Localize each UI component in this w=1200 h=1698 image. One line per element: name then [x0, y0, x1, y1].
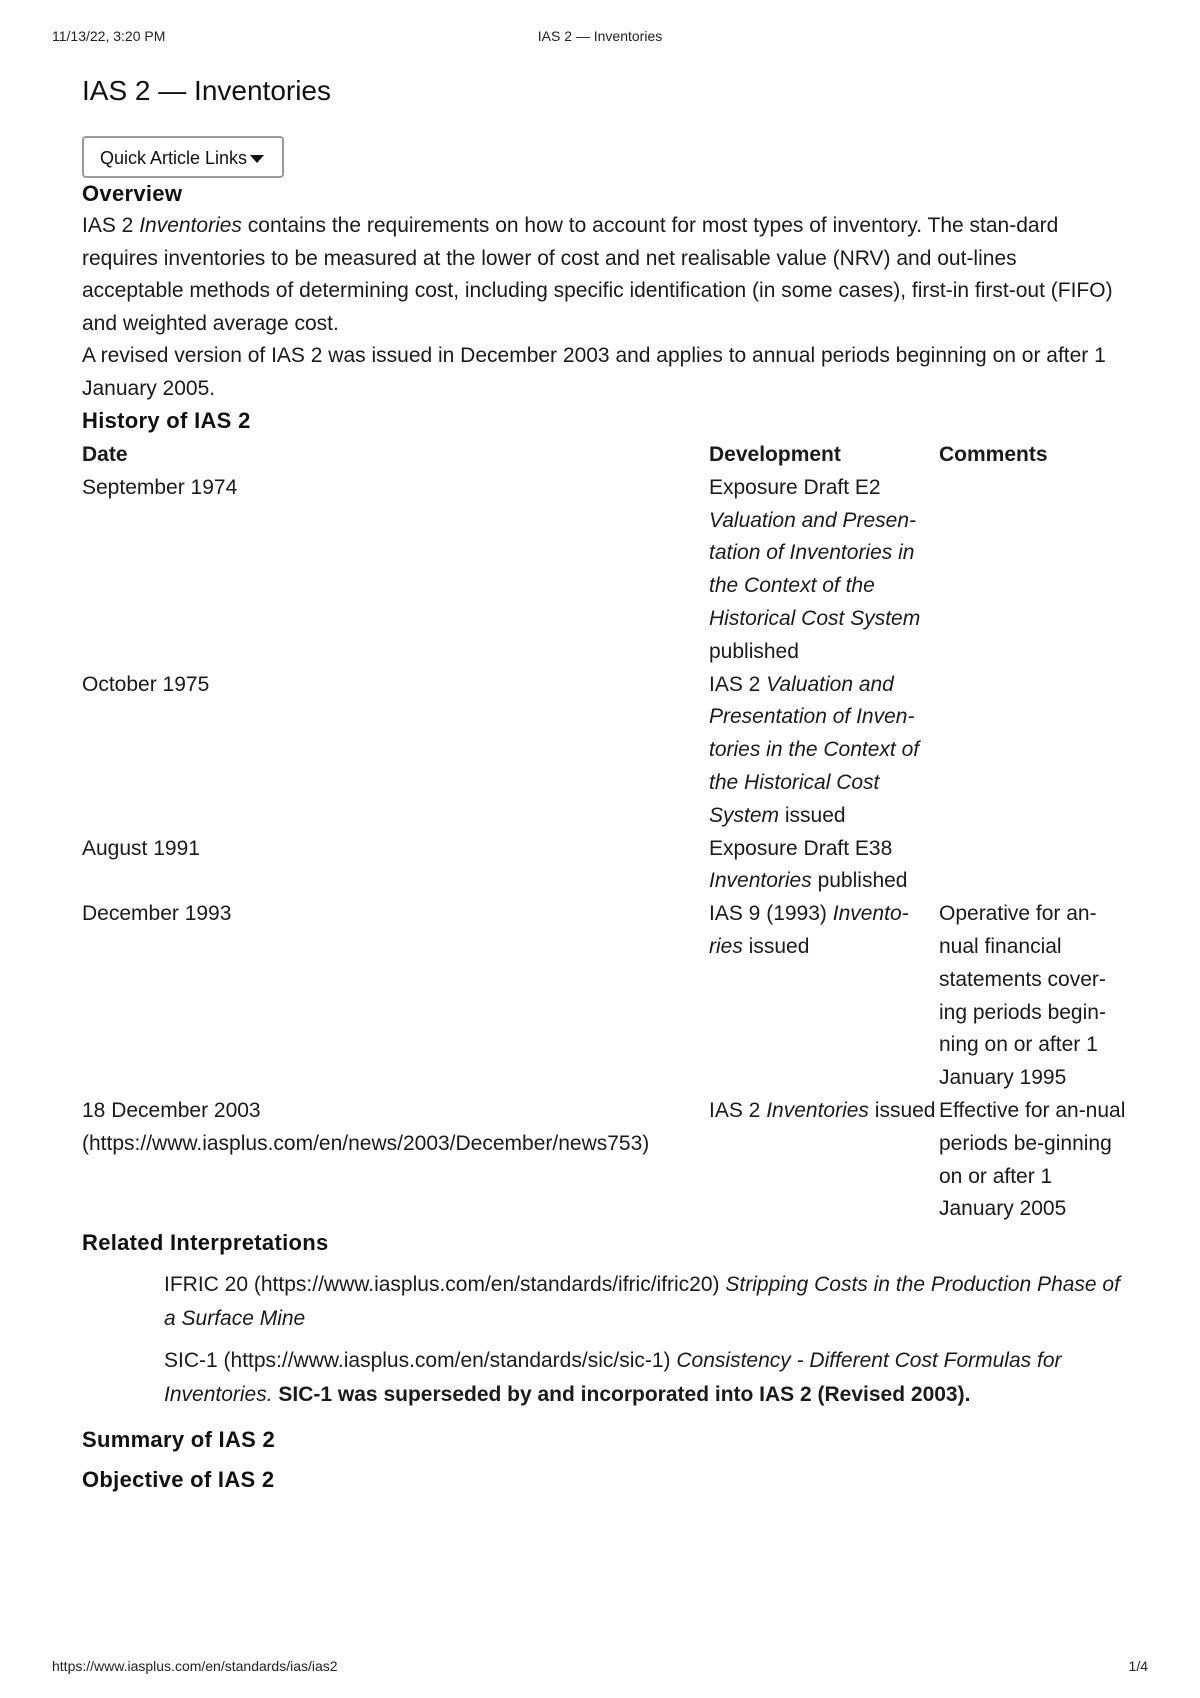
- dev-prefix: IAS 9 (1993): [709, 902, 833, 926]
- cell-comment: Effective for an-nual periods be-ginning on or after 1 January 2005: [939, 1098, 1126, 1221]
- column-header-comments: Comments: [939, 443, 1048, 466]
- dev-suffix: published: [709, 639, 799, 663]
- table-row: [82, 1095, 1132, 1226]
- history-table: [82, 439, 1132, 1226]
- dev-title: Valuation and Presentation of Inven-tories in the Context of the Historical Cost System: [709, 672, 920, 827]
- print-footer: [52, 1658, 1148, 1678]
- overview-paragraph-1: [82, 210, 1122, 340]
- cell-date: [82, 833, 709, 899]
- cell-development: [709, 1095, 939, 1226]
- date-text: August 1991: [82, 836, 200, 860]
- dev-title: Invento-ries: [709, 902, 909, 958]
- interp-note: SIC-1 was superseded by and incorporated into IAS 2 (Revised 2003).: [278, 1383, 971, 1407]
- table-row: [82, 669, 1132, 833]
- overview-paragraph-2: A revised version of IAS 2 was issued in December 2003 and applies to annual periods beginning on or after 1 January 2005.: [82, 344, 1106, 400]
- date-link[interactable]: (https://www.iasplus.com/en/news/2003/December/news753): [82, 1131, 650, 1155]
- cell-development: [709, 898, 939, 1095]
- overview-p1-rest: contains the requirements on how to account for most types of inventory. The stan-dard requires inventories to be measured at the lower of cost and net realisable value (NRV) and out-lines acceptable methods of determining cost, including specific identification (in some cases), first-in first-out (FIFO) and weighted average cost.: [82, 214, 1113, 335]
- dev-prefix: Exposure Draft E2: [709, 475, 881, 499]
- dev-suffix: published: [811, 869, 908, 893]
- interp-title: Consistency - Different Cost Formulas for Inventories.: [164, 1349, 1062, 1407]
- cell-date: [82, 669, 709, 833]
- table-row: [82, 898, 1132, 1095]
- print-title: IAS 2 — Inventories: [537, 28, 663, 44]
- table-row: [82, 472, 1132, 669]
- print-datetime: 11/13/22, 3:20 PM: [52, 28, 166, 44]
- history-table-header-row: [82, 439, 1132, 472]
- caret-down-icon: [250, 155, 264, 163]
- quick-article-links-label: Quick Article Links: [100, 148, 248, 168]
- dev-prefix: IAS 2: [709, 1098, 767, 1122]
- date-text: October 1975: [82, 672, 210, 696]
- list-item: [164, 1268, 1122, 1336]
- overview-p1-prefix: IAS 2: [82, 214, 140, 237]
- list-item: [164, 1344, 1122, 1412]
- print-header: [52, 28, 1148, 48]
- cell-date: [82, 898, 709, 1095]
- objective-heading: Objective of IAS 2: [82, 1467, 275, 1493]
- page-title: IAS 2 — Inventories: [82, 75, 332, 106]
- date-text: 18 December 2003: [82, 1098, 261, 1122]
- interp-code: IFRIC 20: [164, 1273, 249, 1297]
- cell-comment: Operative for an-nual financial statements cover-ing periods begin-ning on or after 1 January 1995: [939, 902, 1106, 1090]
- cell-comment: [939, 833, 1132, 899]
- history-heading: History of IAS 2: [82, 408, 251, 433]
- related-interpretations-heading: Related Interpretations: [82, 1230, 329, 1256]
- column-header-date: Date: [82, 443, 128, 466]
- table-row: [82, 833, 1132, 899]
- column-header-development: Development: [709, 443, 841, 466]
- summary-heading: Summary of IAS 2: [82, 1427, 276, 1453]
- related-interpretations-list: [82, 1268, 1122, 1412]
- cell-date: [82, 1095, 709, 1226]
- overview-p1-em: Inventories: [139, 214, 242, 237]
- print-page-number: 1/4: [1128, 1658, 1148, 1674]
- dev-title: Inventories: [766, 1098, 869, 1122]
- print-footer-url: https://www.iasplus.com/en/standards/ias/ias2: [52, 1658, 338, 1674]
- dev-title: Valuation and Presen-tation of Inventories in the Context of the Historical Cost System: [709, 508, 921, 630]
- overview-heading: Overview: [82, 181, 183, 206]
- cell-development: [709, 472, 939, 669]
- interp-code: SIC-1: [164, 1349, 218, 1373]
- interp-link[interactable]: (https://www.iasplus.com/en/standards/sic/sic-1): [223, 1349, 671, 1373]
- date-text: December 1993: [82, 902, 232, 926]
- dev-suffix: issued: [779, 803, 846, 827]
- article-content: [82, 68, 1126, 1500]
- cell-comment: [939, 669, 1132, 833]
- dev-suffix: issued: [868, 1098, 936, 1122]
- date-text: September 1974: [82, 475, 238, 499]
- dev-title: Inventories: [709, 869, 812, 893]
- cell-development: [709, 669, 939, 833]
- cell-date: [82, 472, 709, 669]
- cell-comment: [939, 472, 1132, 669]
- interp-link[interactable]: (https://www.iasplus.com/en/standards/ifric/ifric20): [253, 1273, 720, 1297]
- quick-article-links-dropdown[interactable]: [82, 136, 284, 178]
- cell-development: [709, 833, 939, 899]
- dev-prefix: Exposure Draft E38: [709, 836, 893, 860]
- interp-title: Stripping Costs in the Production Phase of a Surface Mine: [164, 1273, 1120, 1331]
- dev-suffix: issued: [742, 934, 810, 958]
- dev-prefix: IAS 2: [709, 672, 767, 696]
